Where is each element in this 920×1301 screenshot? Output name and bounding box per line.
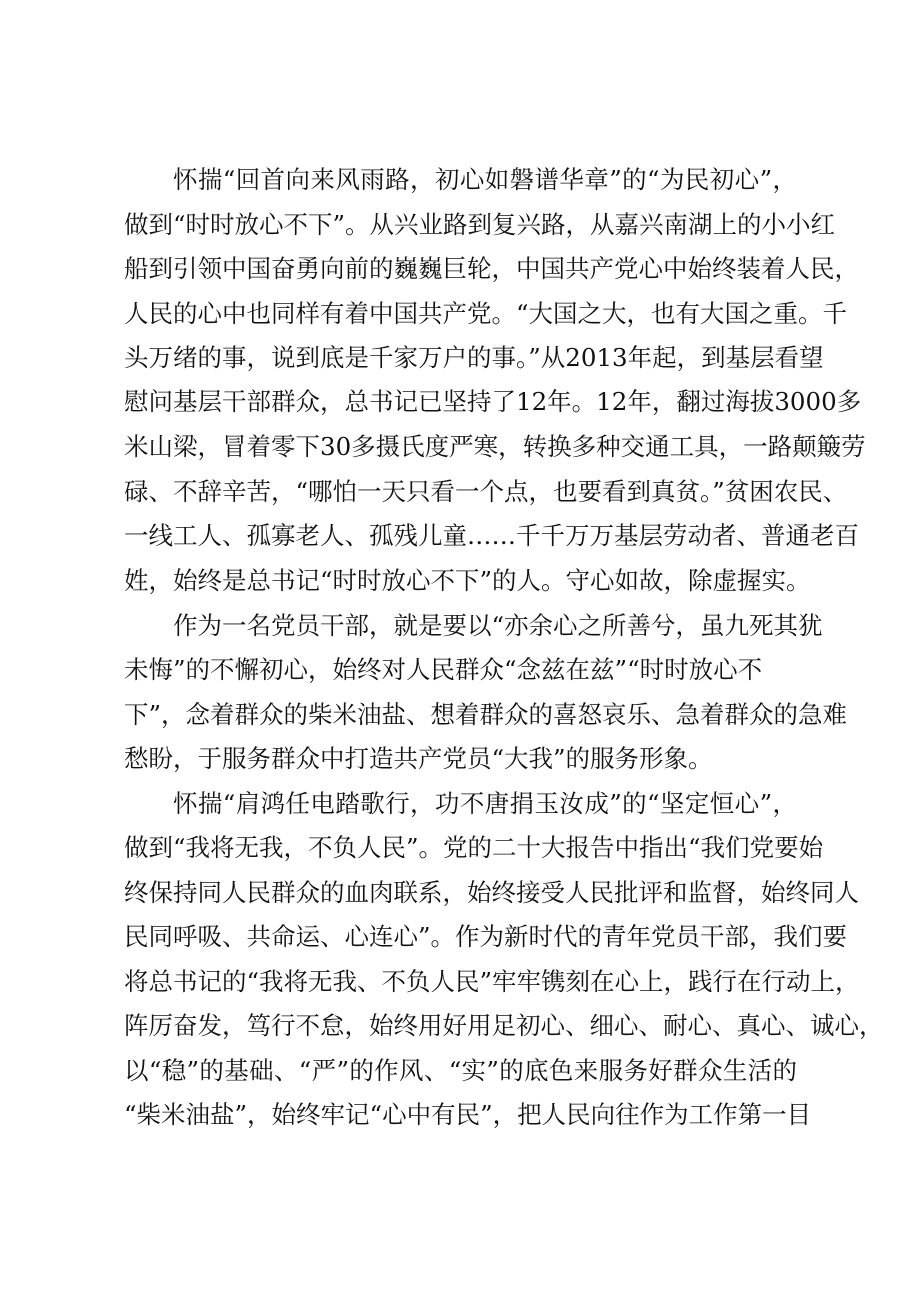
text-line: 船到引领中国奋勇向前的巍巍巨轮，中国共产党心中始终装着人民， [124,254,859,283]
text-line: 怀揣“回首向来风雨路，初心如磐谱华章”的“为民初心”， [173,165,797,194]
text-line: 未悔”的不懈初心，始终对人民群众“念兹在兹”“时时放心不 [124,655,763,684]
text-line: 一线工人、孤寡老人、孤残儿童……千千万万基层劳动者、普通老百 [124,521,859,550]
text-line: 以“稳”的基础、“严”的作风、“实”的底色来服务好群众生活的 [124,1056,797,1085]
text-line: 阵厉奋发，笃行不怠，始终用好用足初心、细心、耐心、真心、诚心， [124,1011,884,1040]
text-line: 碌、不辞辛苦，“哪怕一天只看一个点，也要看到真贫。”贫困农民、 [124,477,848,506]
text-line: 米山梁，冒着零下30多摄氏度严寒，转换多种交通工具，一路颠簸劳 [124,432,866,461]
text-line: 民同呼吸、共命运、心连心”。作为新时代的青年党员干部，我们要 [124,922,848,951]
text-line: 头万绪的事，说到底是千家万户的事。”从2013年起，到基层看望 [124,343,824,372]
text-line: 下”，念着群众的柴米油盐、想着群众的喜怒哀乐、急着群众的急难 [124,700,848,729]
text-line: 怀揣“肩鸿任电踏歌行，功不唐捐玉汝成”的“坚定恒心”， [173,789,797,818]
text-line: 将总书记的“我将无我、不负人民”牢牢镌刻在心上，践行在行动上， [124,967,860,996]
text-line: 人民的心中也同样有着中国共产党。“大国之大，也有大国之重。千 [124,299,848,328]
text-line: 愁盼，于服务群众中打造共产党员“大我”的服务形象。 [124,744,713,773]
text-line: 做到“我将无我，不负人民”。党的二十大报告中指出“我们党要始 [124,833,824,862]
text-line: 姓，始终是总书记“时时放心不下”的人。守心如故，除虚握实。 [124,566,811,595]
text-line: 作为一名党员干部，就是要以“亦余心之所善兮，虽九死其犹 [173,611,823,640]
text-line: 慰问基层干部群众，总书记已坚持了12年。12年，翻过海拔3000多 [124,387,862,416]
text-line: 做到“时时放心不下”。从兴业路到复兴路，从嘉兴南湖上的小小红 [124,210,836,239]
text-line: 终保持同人民群众的血肉联系，始终接受人民批评和监督，始终同人 [124,878,859,907]
text-line: “柴米油盐”，始终牢记“心中有民”，把人民向往作为工作第一目 [124,1100,812,1129]
